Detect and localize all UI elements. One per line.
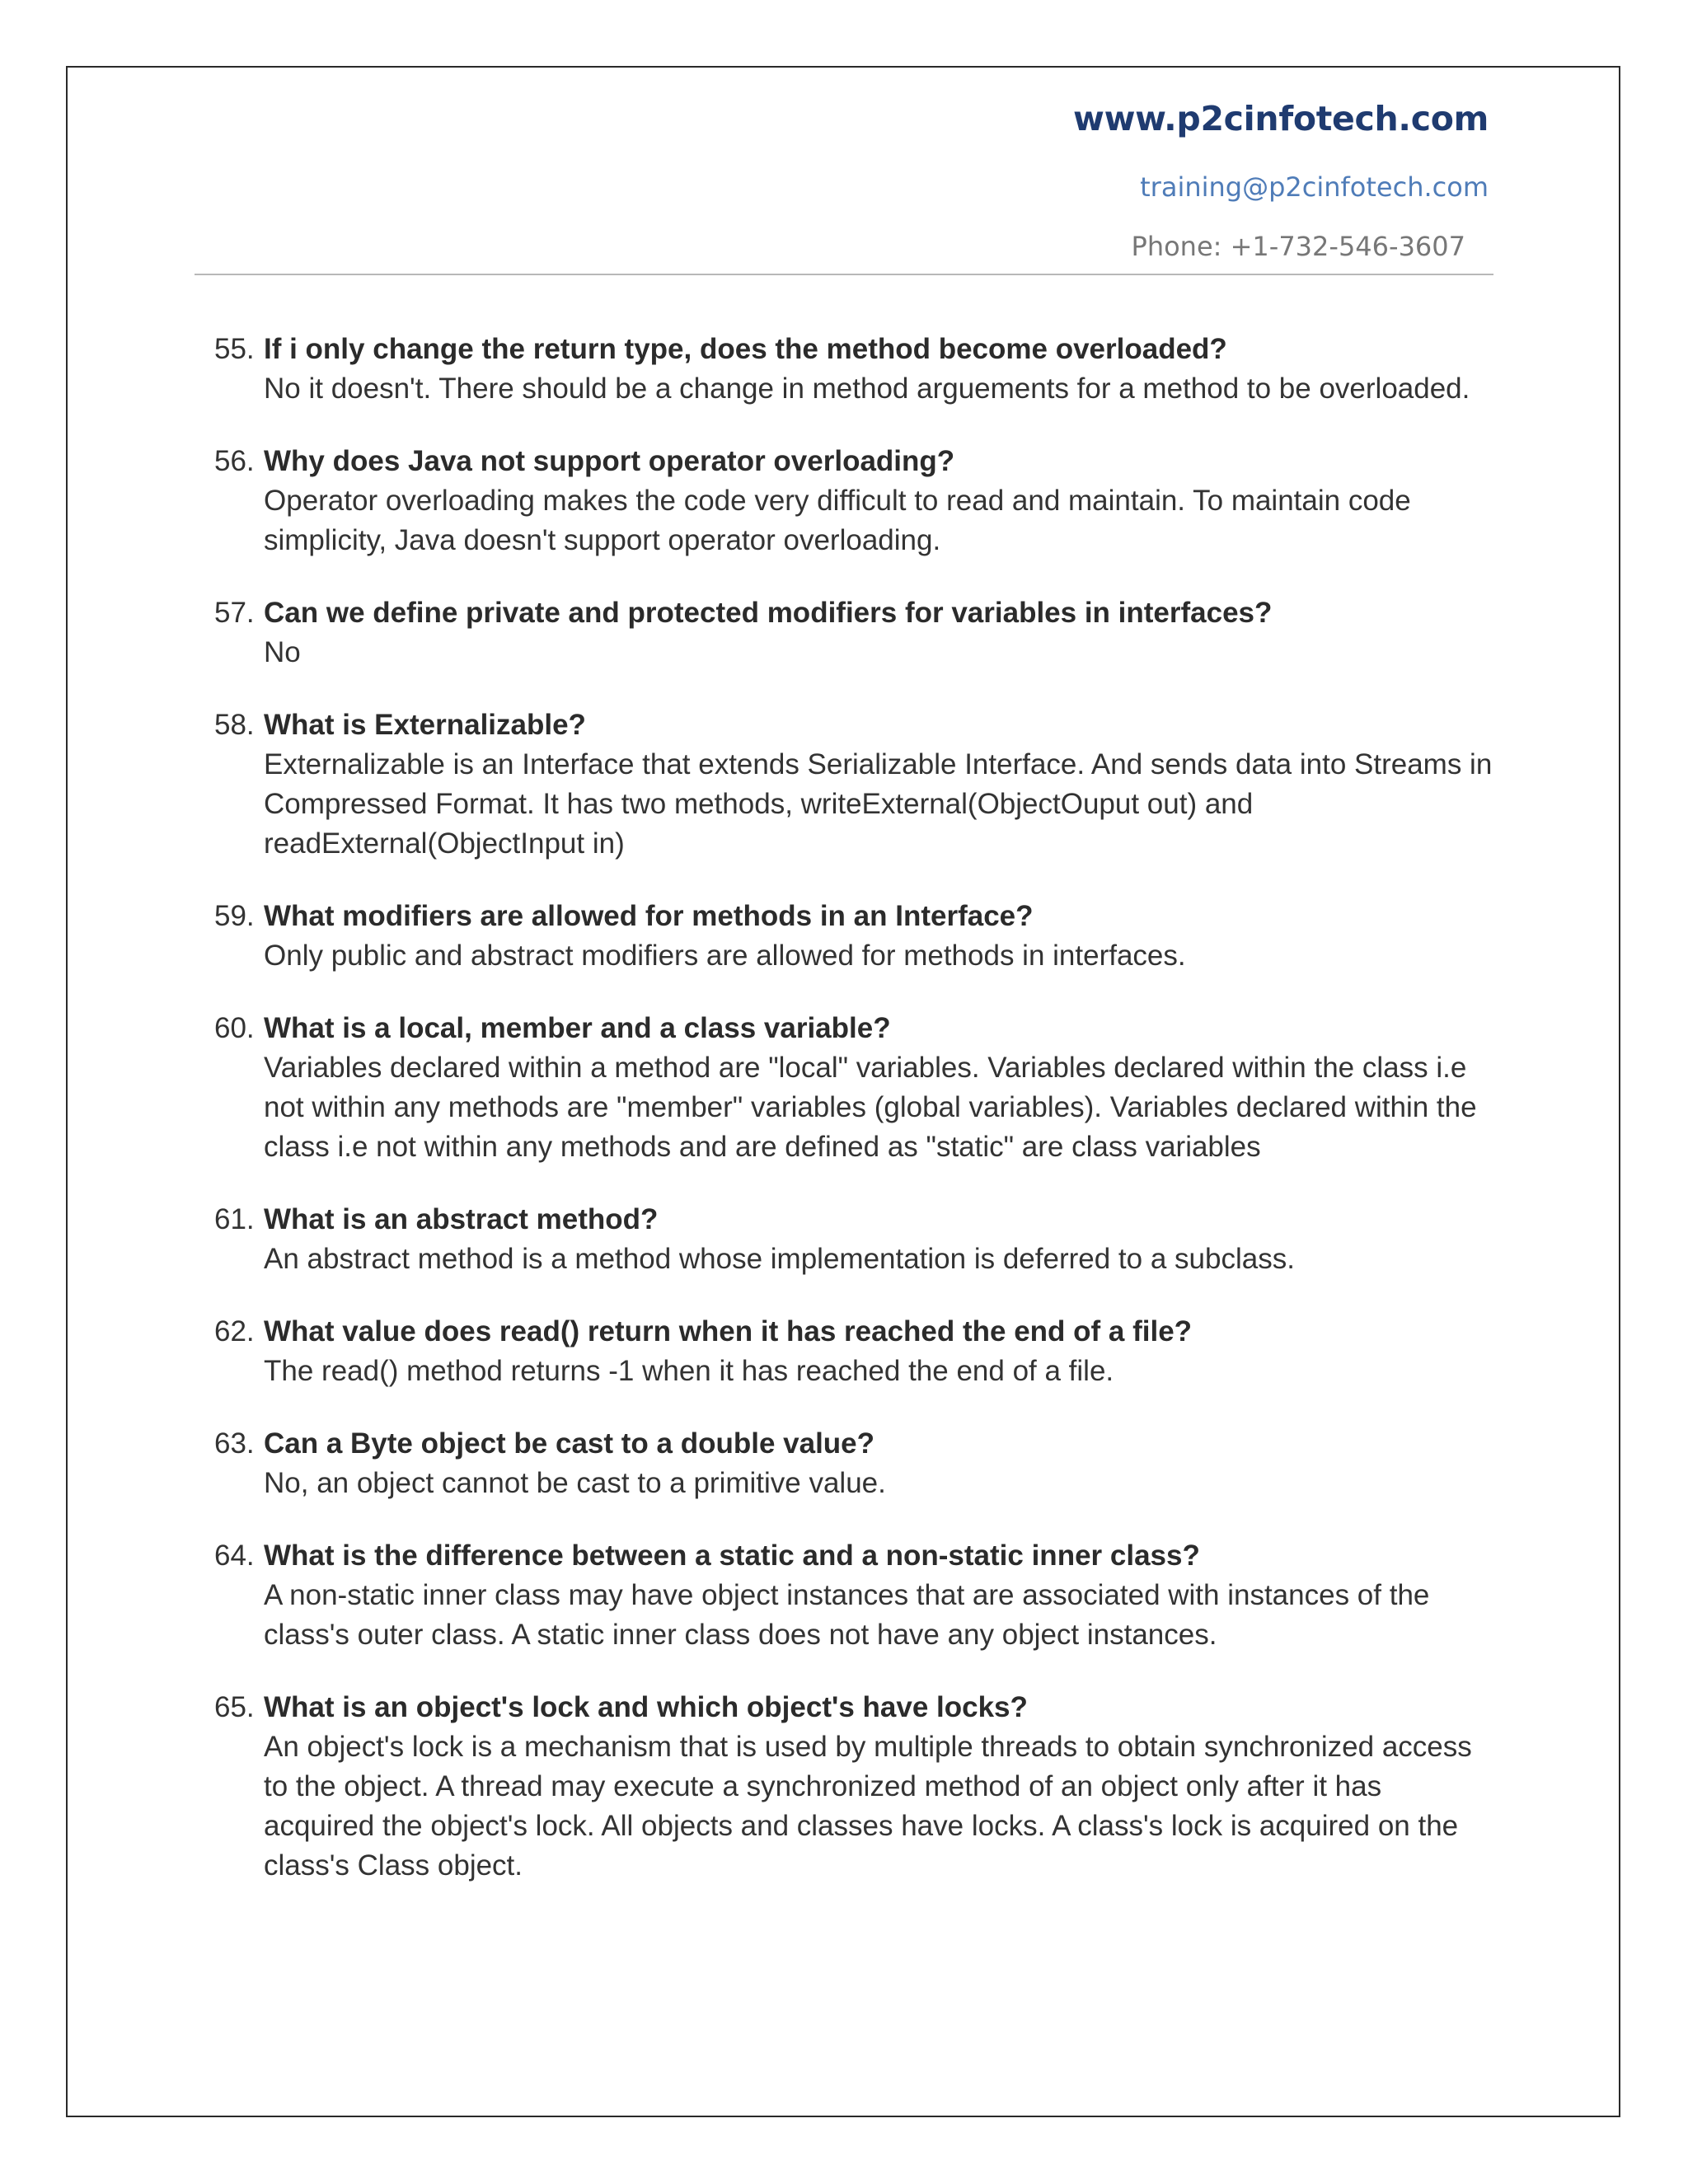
qa-number: 65. (214, 1691, 255, 1723)
qa-question: What is the difference between a static and a non-static inner class? (264, 1540, 1200, 1572)
qa-number: 60. (214, 1012, 255, 1044)
qa-question: If i only change the return type, does the method become overloaded? (264, 333, 1227, 365)
header-website: www.p2cinfotech.com (1073, 99, 1489, 138)
qa-number: 63. (214, 1427, 255, 1460)
qa-question: What value does read() return when it has reached the end of a file? (264, 1315, 1193, 1347)
qa-number: 61. (214, 1203, 255, 1235)
qa-answer: An abstract method is a method whose implementation is deferred to a subclass. (264, 1243, 1295, 1275)
qa-item (211, 442, 1497, 560)
qa-question: What is an abstract method? (264, 1203, 659, 1235)
qa-item (211, 330, 1497, 409)
qa-answer: No (264, 636, 301, 668)
qa-answer: Only public and abstract modifiers are allowed for methods in interfaces. (264, 940, 1186, 972)
qa-answer: No, an object cannot be cast to a primitive value. (264, 1467, 886, 1499)
qa-item (211, 1424, 1497, 1503)
qa-list (211, 330, 1497, 1919)
qa-number: 58. (214, 709, 255, 741)
qa-item (211, 1312, 1497, 1391)
qa-answer: An object's lock is a mechanism that is used by multiple threads to obtain synchronized access to the object. A thread may execute a synchronized method of an object only after it has acquired the object's lock. All objects and classes have locks. A class's lock is acquired on the class's Class object. (264, 1731, 1472, 1882)
qa-answer: A non-static inner class may have object instances that are associated with instances of the class's outer class. A static inner class does not have any object instances. (264, 1579, 1430, 1651)
qa-answer: No it doesn't. There should be a change in method arguements for a method to be overloaded. (264, 373, 1470, 405)
qa-item (211, 1200, 1497, 1279)
qa-question: Can we define private and protected modifiers for variables in interfaces? (264, 597, 1273, 629)
qa-number: 64. (214, 1540, 255, 1572)
qa-number: 56. (214, 445, 255, 477)
qa-answer: The read() method returns -1 when it has reached the end of a file. (264, 1355, 1114, 1387)
qa-question: What is a local, member and a class variable? (264, 1012, 891, 1044)
qa-question: Why does Java not support operator overloading? (264, 445, 955, 477)
qa-question: What is Externalizable? (264, 709, 586, 741)
header-email: training@p2cinfotech.com (1140, 171, 1489, 203)
page-header (195, 91, 1492, 275)
qa-item (211, 1688, 1497, 1886)
qa-item (211, 897, 1497, 976)
qa-number: 62. (214, 1315, 255, 1347)
qa-number: 57. (214, 597, 255, 629)
qa-item (211, 1009, 1497, 1167)
qa-question: What is an object's lock and which object's have locks? (264, 1691, 1028, 1723)
header-phone: Phone: +1-732-546-3607 (1131, 231, 1465, 262)
qa-number: 59. (214, 900, 255, 932)
qa-item (211, 593, 1497, 673)
qa-answer: Variables declared within a method are "local" variables. Variables declared within the class i.e not within any methods are "member" variables (global variables). Variables declared within the class i.e not within any methods and are defined as "static" are class variables (264, 1052, 1477, 1163)
qa-item (211, 1536, 1497, 1655)
qa-number: 55. (214, 333, 255, 365)
qa-question: What modifiers are allowed for methods in an Interface? (264, 900, 1034, 932)
qa-question: Can a Byte object be cast to a double value? (264, 1427, 875, 1460)
qa-answer: Externalizable is an Interface that extends Serializable Interface. And sends data into Streams in Compressed Format. It has two methods, writeExternal(ObjectOuput out) and readExternal(ObjectInput in) (264, 748, 1493, 860)
qa-item (211, 705, 1497, 864)
header-divider (195, 274, 1493, 275)
qa-answer: Operator overloading makes the code very difficult to read and maintain. To maintain code simplicity, Java doesn't support operator overloading. (264, 485, 1411, 556)
